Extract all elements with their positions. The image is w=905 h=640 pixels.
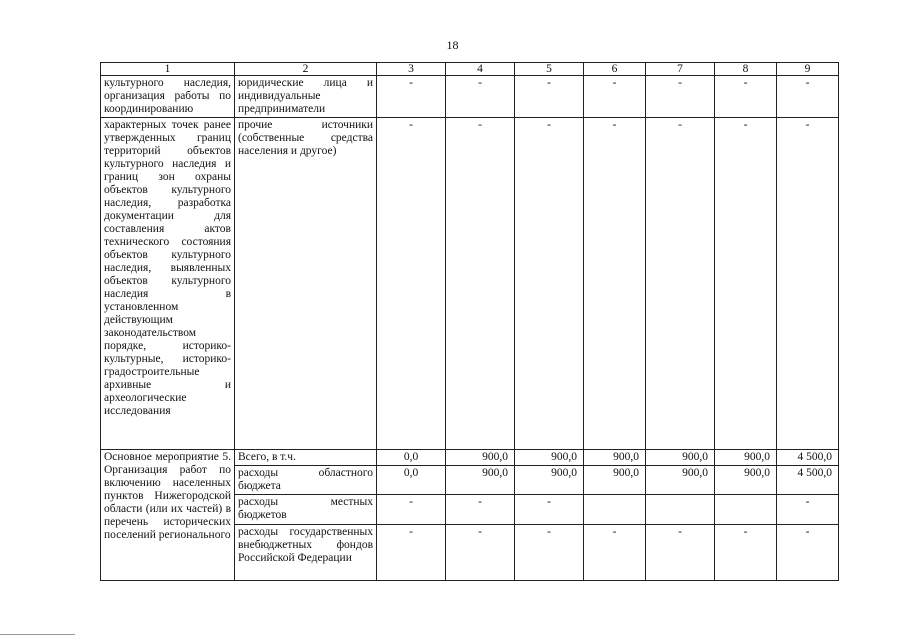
value-cell: - (584, 118, 646, 450)
value-cell: 900,0 (515, 466, 584, 495)
funding-source: юридические лица и индивидуальные предприниматели (235, 76, 377, 118)
value-cell: 900,0 (515, 450, 584, 466)
value-cell: - (377, 495, 446, 525)
measure-description: Основное мероприятие 5. Организация работ по включению населенных пунктов Нижегородской области (или их частей) в перечень исторических поселений регионального (101, 450, 235, 581)
table-row (101, 118, 839, 450)
budget-table (100, 62, 839, 581)
value-cell (584, 495, 646, 525)
column-header: 9 (777, 63, 839, 76)
page-number: 18 (446, 38, 459, 52)
value-cell: - (646, 525, 715, 581)
value-cell: - (377, 525, 446, 581)
value-cell: 900,0 (446, 450, 515, 466)
value-cell: - (777, 525, 839, 581)
column-header: 1 (101, 63, 235, 76)
value-cell: - (715, 525, 777, 581)
value-cell: - (777, 495, 839, 525)
column-header: 8 (715, 63, 777, 76)
column-header: 6 (584, 63, 646, 76)
value-cell: - (515, 525, 584, 581)
value-cell: - (446, 76, 515, 118)
column-header: 4 (446, 63, 515, 76)
value-cell: - (646, 76, 715, 118)
value-cell: - (715, 118, 777, 450)
table-row (101, 76, 839, 118)
value-cell: 900,0 (646, 450, 715, 466)
value-cell: 900,0 (584, 466, 646, 495)
value-cell: - (377, 76, 446, 118)
funding-source: Всего, в т.ч. (235, 450, 377, 466)
column-header: 3 (377, 63, 446, 76)
value-cell: - (584, 76, 646, 118)
value-cell: 900,0 (715, 466, 777, 495)
value-cell: 0,0 (377, 450, 446, 466)
value-cell: 900,0 (584, 450, 646, 466)
funding-source: расходы областного бюджета (235, 466, 377, 495)
value-cell: - (584, 525, 646, 581)
column-header: 5 (515, 63, 584, 76)
value-cell (646, 495, 715, 525)
value-cell: - (646, 118, 715, 450)
value-cell: 0,0 (377, 466, 446, 495)
value-cell: - (715, 76, 777, 118)
funding-source: прочие источники (собственные средства населения и другое) (235, 118, 377, 450)
value-cell: 900,0 (646, 466, 715, 495)
value-cell: 900,0 (715, 450, 777, 466)
value-cell: - (515, 495, 584, 525)
value-cell (715, 495, 777, 525)
value-cell: 4 500,0 (777, 466, 839, 495)
value-cell: - (377, 118, 446, 450)
funding-source: расходы местных бюджетов (235, 495, 377, 525)
column-header: 7 (646, 63, 715, 76)
value-cell: - (446, 118, 515, 450)
value-cell: 4 500,0 (777, 450, 839, 466)
value-cell: - (515, 118, 584, 450)
header-row (101, 63, 839, 76)
value-cell: - (515, 76, 584, 118)
column-header: 2 (235, 63, 377, 76)
funding-source: расходы государственных внебюджетных фондов Российской Федерации (235, 525, 377, 581)
value-cell: - (446, 495, 515, 525)
measure-description: культурного наследия, организация работы по координированию (101, 76, 235, 118)
measure-description: характерных точек ранее утвержденных границ территорий объектов культурного наследия и границ зон охраны объектов культурного наследия, разработка документации для составления актов технического состояния объектов культурного наследия, выявленных объектов культурного наследия в установленном действующим законодательством порядке, историко-культурные, историко-градостроительные архивные и археологические исследования (101, 118, 235, 450)
value-cell: - (777, 118, 839, 450)
value-cell: 900,0 (446, 466, 515, 495)
table-row (101, 450, 839, 466)
value-cell: - (446, 525, 515, 581)
value-cell: - (777, 76, 839, 118)
scan-edge-mark (0, 634, 75, 635)
